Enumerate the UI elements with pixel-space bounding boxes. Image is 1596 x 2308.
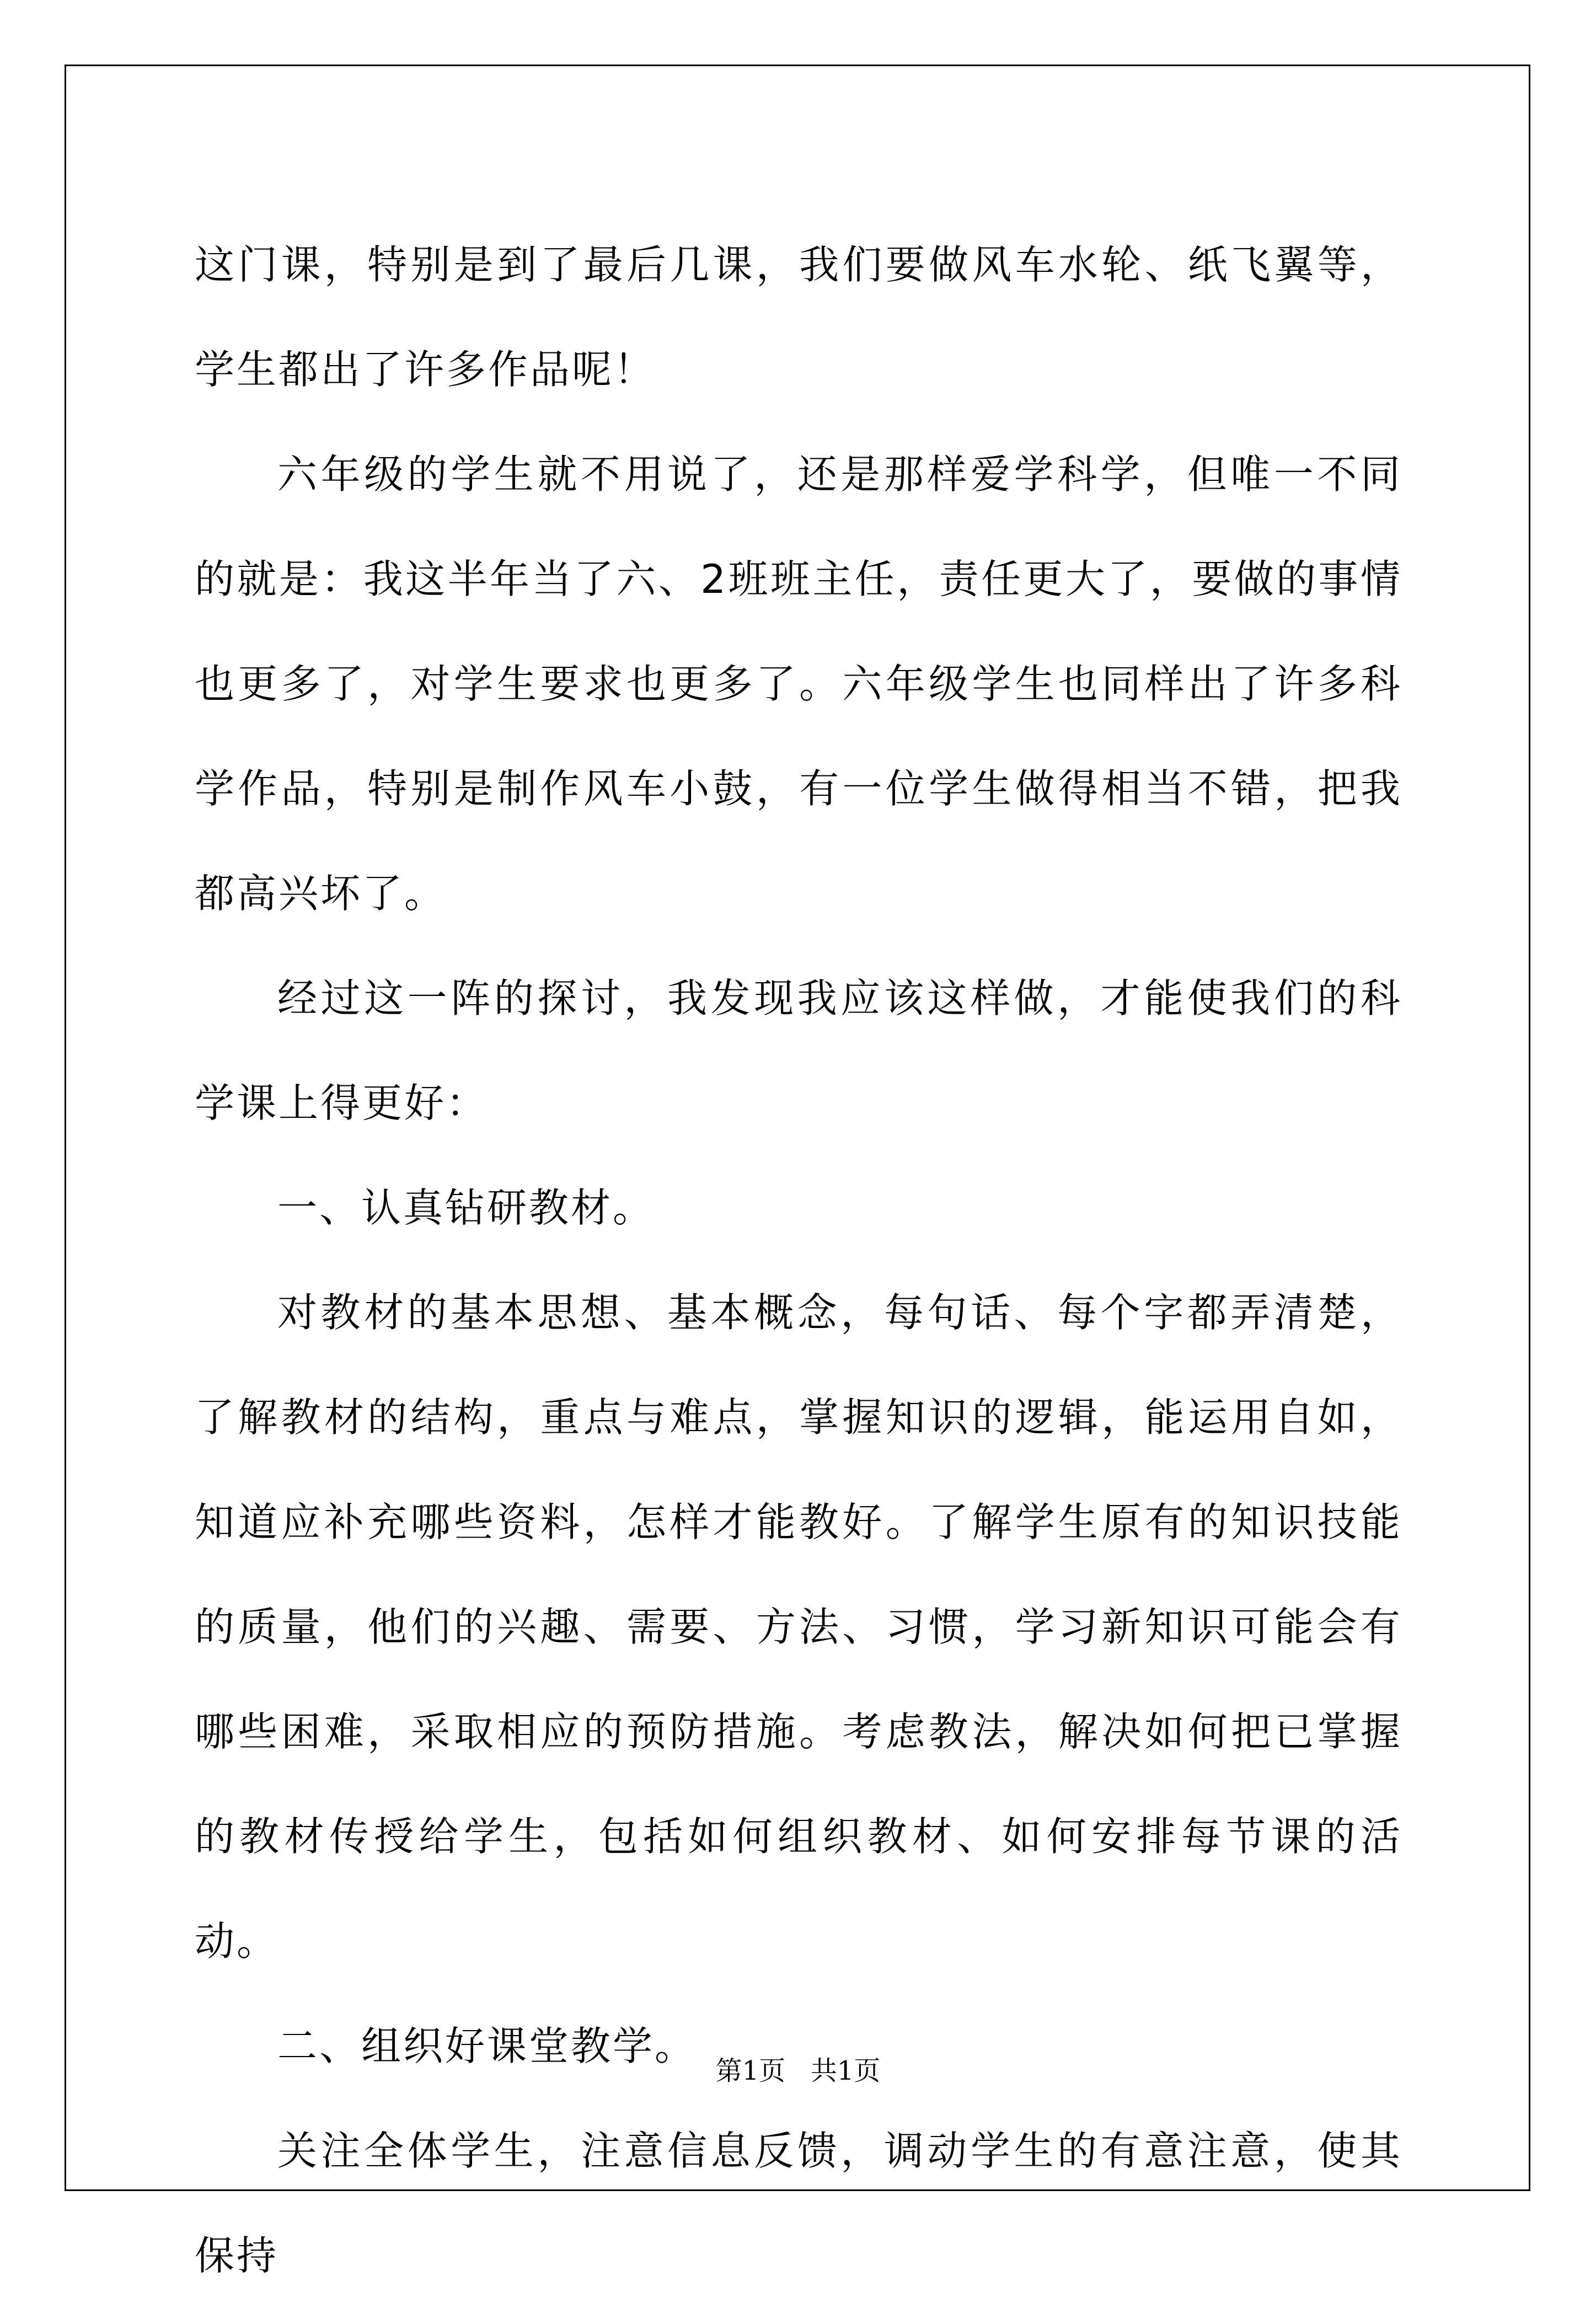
- paragraph-2: 六年级的学生就不用说了，还是那样爱学科学，但唯一不同的就是：我这半年当了六、2班班主任，责任更大了，要做的事情也更多了，对学生要求也更多了。六年级学生也同样出了许多科学作品，特别是制作风车小鼓，有一位学生做得相当不错，把我都高兴坏了。: [195, 451, 1402, 917]
- document-body: [195, 212, 1402, 2308]
- page-number: 第1页: [715, 2055, 786, 2086]
- paragraph-3: 经过这一阵的探讨，我发现我应该这样做，才能使我们的科学课上得更好：: [195, 975, 1402, 1126]
- paragraph-7: 关注全体学生，注意信息反馈，调动学生的有意注意，使其保持: [195, 2128, 1402, 2279]
- heading-organize-class: 二、组织好课堂教学。: [277, 2023, 697, 2069]
- heading-study-textbook: 一、认真钻研教材。: [277, 1185, 655, 1231]
- page-footer: [0, 2054, 1596, 2087]
- paragraph-5: 对教材的基本思想、基本概念，每句话、每个字都弄清楚，了解教材的结构，重点与难点，掌握知识的逻辑，能运用自如，知道应补充哪些资料，怎样才能教好。了解学生原有的知识技能的质量，他们的兴趣、需要、方法、习惯，学习新知识可能会有哪些困难，采取相应的预防措施。考虑教法，解决如何把已掌握的教材传授给学生，包括如何组织教材、如何安排每节课的活动。: [195, 1289, 1402, 1964]
- paragraph-1: 这门课，特别是到了最后几课，我们要做风车水轮、纸飞翼等，学生都出了许多作品呢！: [195, 242, 1402, 393]
- page-total: 共1页: [810, 2055, 881, 2086]
